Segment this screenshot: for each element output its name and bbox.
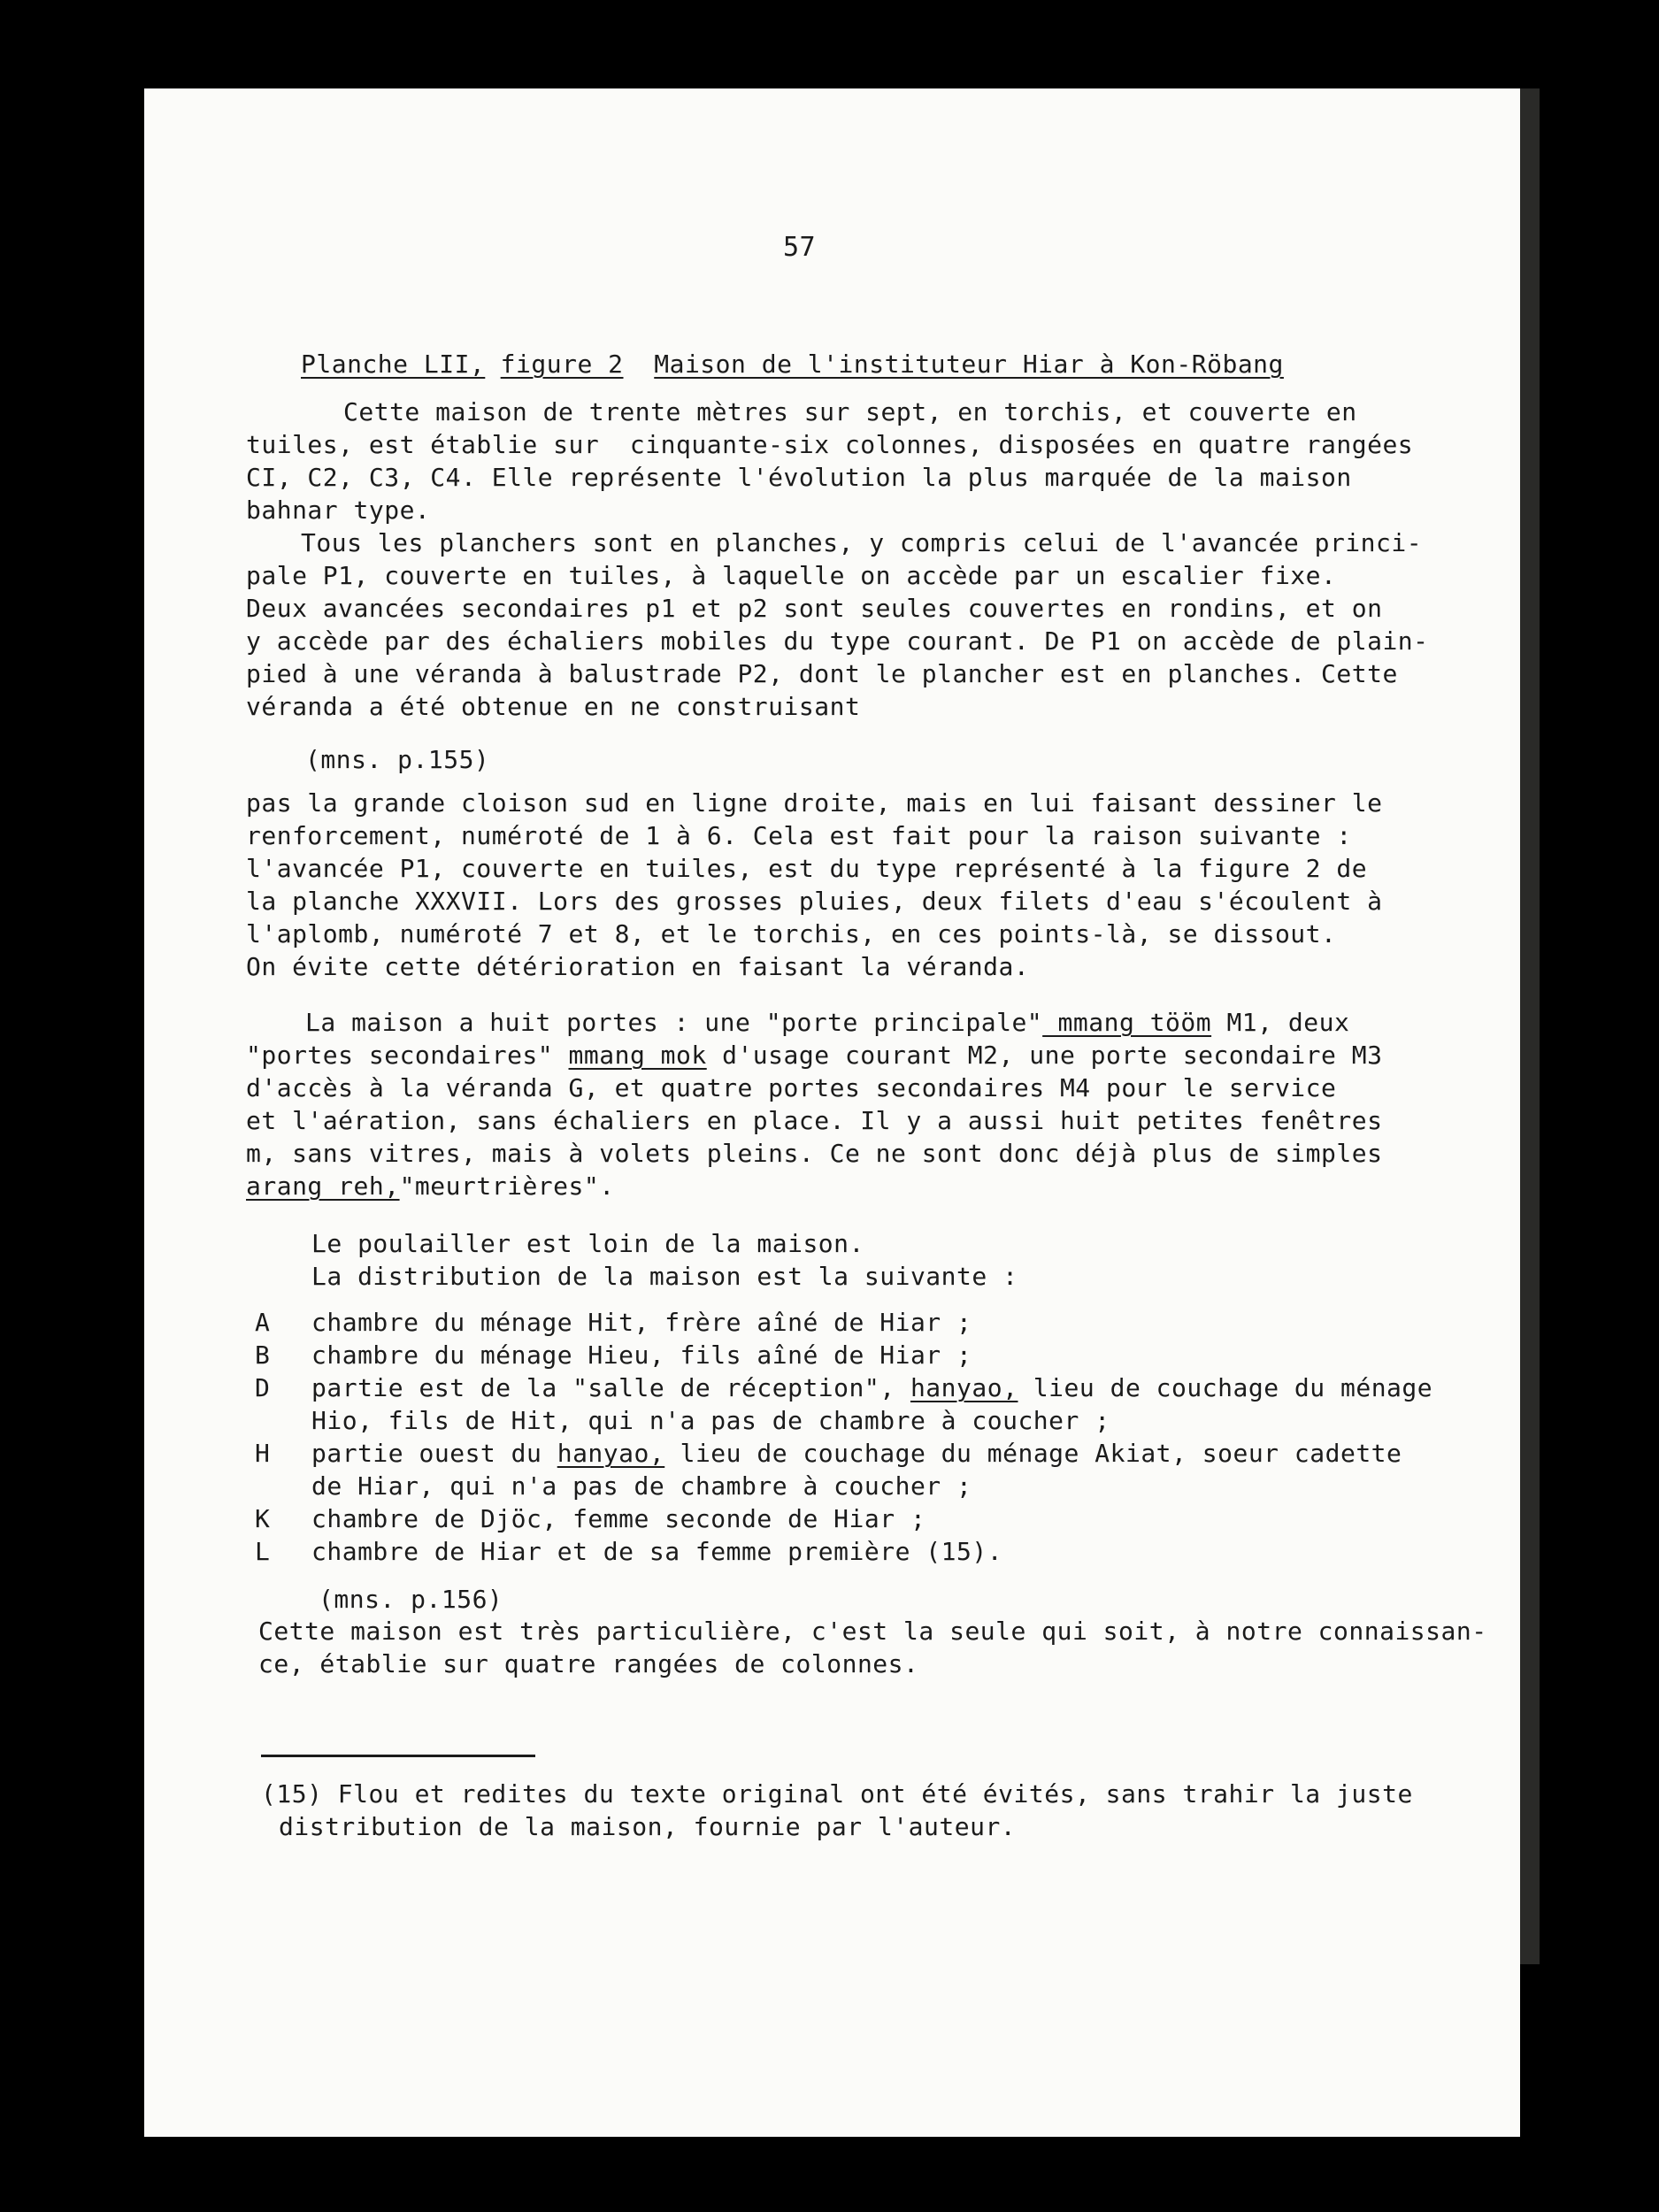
room-h-line1-b: lieu de couchage du ménage Akiat, soeur cadette: [664, 1439, 1402, 1468]
para3-line3: l'avancée P1, couverte en tuiles, est du type représenté à la figure 2 de: [246, 854, 1368, 883]
para4-line3: d'accès à la véranda G, et quatre portes secondaires M4 pour le service: [246, 1073, 1337, 1102]
heading-plate: Planche LII,: [301, 349, 486, 379]
para2-line3: Deux avancées secondaires p1 et p2 sont seules couvertes en rondins, et on: [246, 594, 1383, 623]
para4-line1: [305, 1007, 1349, 1039]
room-k-text: chambre de Djöc, femme seconde de Hiar ;: [311, 1504, 926, 1533]
footnote-line2: distribution de la maison, fournie par l'auteur.: [279, 1812, 1017, 1841]
heading-figure: figure 2: [500, 349, 624, 379]
room-d-line1: [311, 1372, 1432, 1404]
para2-line4: y accède par des échaliers mobiles du type courant. De P1 on accède de plain-: [246, 626, 1429, 656]
room-key-k: K: [255, 1504, 271, 1533]
para1-line3: CI, C2, C3, C4. Elle représente l'évolution la plus marquée de la maison: [246, 463, 1352, 492]
footnote-divider: [261, 1755, 535, 1757]
para1-line1: Cette maison de trente mètres sur sept, en torchis, et couverte en: [343, 397, 1357, 426]
room-d-line1-b: lieu de couchage du ménage: [1018, 1373, 1433, 1402]
room-key-h: H: [255, 1439, 271, 1468]
para1-line2: tuiles, est établie sur cinquante-six colonnes, disposées en quatre rangées: [246, 430, 1414, 459]
para5-line2: La distribution de la maison est la suivante :: [311, 1262, 1018, 1291]
section-heading: [301, 349, 1284, 380]
para4-line4: et l'aération, sans échaliers en place. Il y a aussi huit petites fenêtres: [246, 1106, 1383, 1135]
para2-line1: Tous les planchers sont en planches, y compris celui de l'avancée princi-: [301, 528, 1423, 557]
term-arang-reh: arang reh,: [246, 1171, 400, 1201]
room-h-line1: [311, 1438, 1402, 1470]
para2-line5: pied à une véranda à balustrade P2, dont le plancher est en planches. Cette: [246, 659, 1398, 688]
para6-line1: Cette maison est très particulière, c'est la seule qui soit, à notre connaissan-: [258, 1617, 1487, 1646]
room-d-line2: Hio, fils de Hit, qui n'a pas de chambre à coucher ;: [311, 1406, 1110, 1435]
para5-line1: Le poulailler est loin de la maison.: [311, 1229, 864, 1258]
para4-line6-b: "meurtrières".: [399, 1171, 615, 1201]
page-number: 57: [783, 232, 817, 263]
room-key-l: L: [255, 1537, 271, 1566]
para3-line1: pas la grande cloison sud en ligne droite, mais en lui faisant dessiner le: [246, 788, 1383, 818]
room-key-d: D: [255, 1373, 271, 1402]
manuscript-ref-1: (mns. p.155): [305, 745, 490, 774]
heading-title: Maison de l'instituteur Hiar à Kon-Röbang: [654, 349, 1284, 379]
para4-line2-a: "portes secondaires": [246, 1041, 569, 1070]
para6-line2: ce, établie sur quatre rangées de colonnes.: [258, 1649, 919, 1678]
para3-line6: On évite cette détérioration en faisant la véranda.: [246, 952, 1030, 981]
para3-line4: la planche XXXVII. Lors des grosses pluies, deux filets d'eau s'écoulent à: [246, 887, 1383, 916]
para4-line5: m, sans vitres, mais à volets pleins. Ce ne sont donc déjà plus de simples: [246, 1139, 1383, 1168]
para4-line6: [246, 1171, 615, 1202]
term-hanyao-2: hanyao,: [557, 1439, 665, 1468]
term-hanyao: hanyao,: [910, 1373, 1018, 1402]
term-mmang-mok: mmang mok: [568, 1041, 707, 1070]
manuscript-ref-2: (mns. p.156): [319, 1585, 503, 1614]
room-b-text: chambre du ménage Hieu, fils aîné de Hiar ;: [311, 1340, 972, 1370]
para4-line2-b: d'usage courant M2, une porte secondaire M3: [706, 1041, 1383, 1070]
room-d-line1-a: partie est de la "salle de réception",: [311, 1373, 910, 1402]
room-key-a: A: [255, 1308, 271, 1337]
para3-line2: renforcement, numéroté de 1 à 6. Cela est fait pour la raison suivante :: [246, 821, 1352, 850]
footnote-line1: (15) Flou et redites du texte original ont été évités, sans trahir la juste: [261, 1779, 1413, 1809]
para4-line1-b: M1, deux: [1211, 1008, 1350, 1037]
room-a-text: chambre du ménage Hit, frère aîné de Hiar ;: [311, 1308, 972, 1337]
room-key-b: B: [255, 1340, 271, 1370]
para1-line4: bahnar type.: [246, 495, 431, 525]
room-l-text: chambre de Hiar et de sa femme première (15).: [311, 1537, 1003, 1566]
para2-line6: véranda a été obtenue en ne construisant: [246, 692, 861, 721]
para2-line2: pale P1, couverte en tuiles, à laquelle on accède par un escalier fixe.: [246, 561, 1337, 590]
para4-line2: [246, 1040, 1382, 1071]
term-mmang-toom: mmang tööm: [1042, 1008, 1212, 1037]
para3-line5: l'aplomb, numéroté 7 et 8, et le torchis, en ces points-là, se dissout.: [246, 919, 1337, 949]
para4-line1-a: La maison a huit portes : une "porte principale": [305, 1008, 1043, 1037]
room-h-line1-a: partie ouest du: [311, 1439, 557, 1468]
book-page-edge: [1520, 88, 1540, 1964]
room-h-line2: de Hiar, qui n'a pas de chambre à coucher ;: [311, 1471, 972, 1501]
